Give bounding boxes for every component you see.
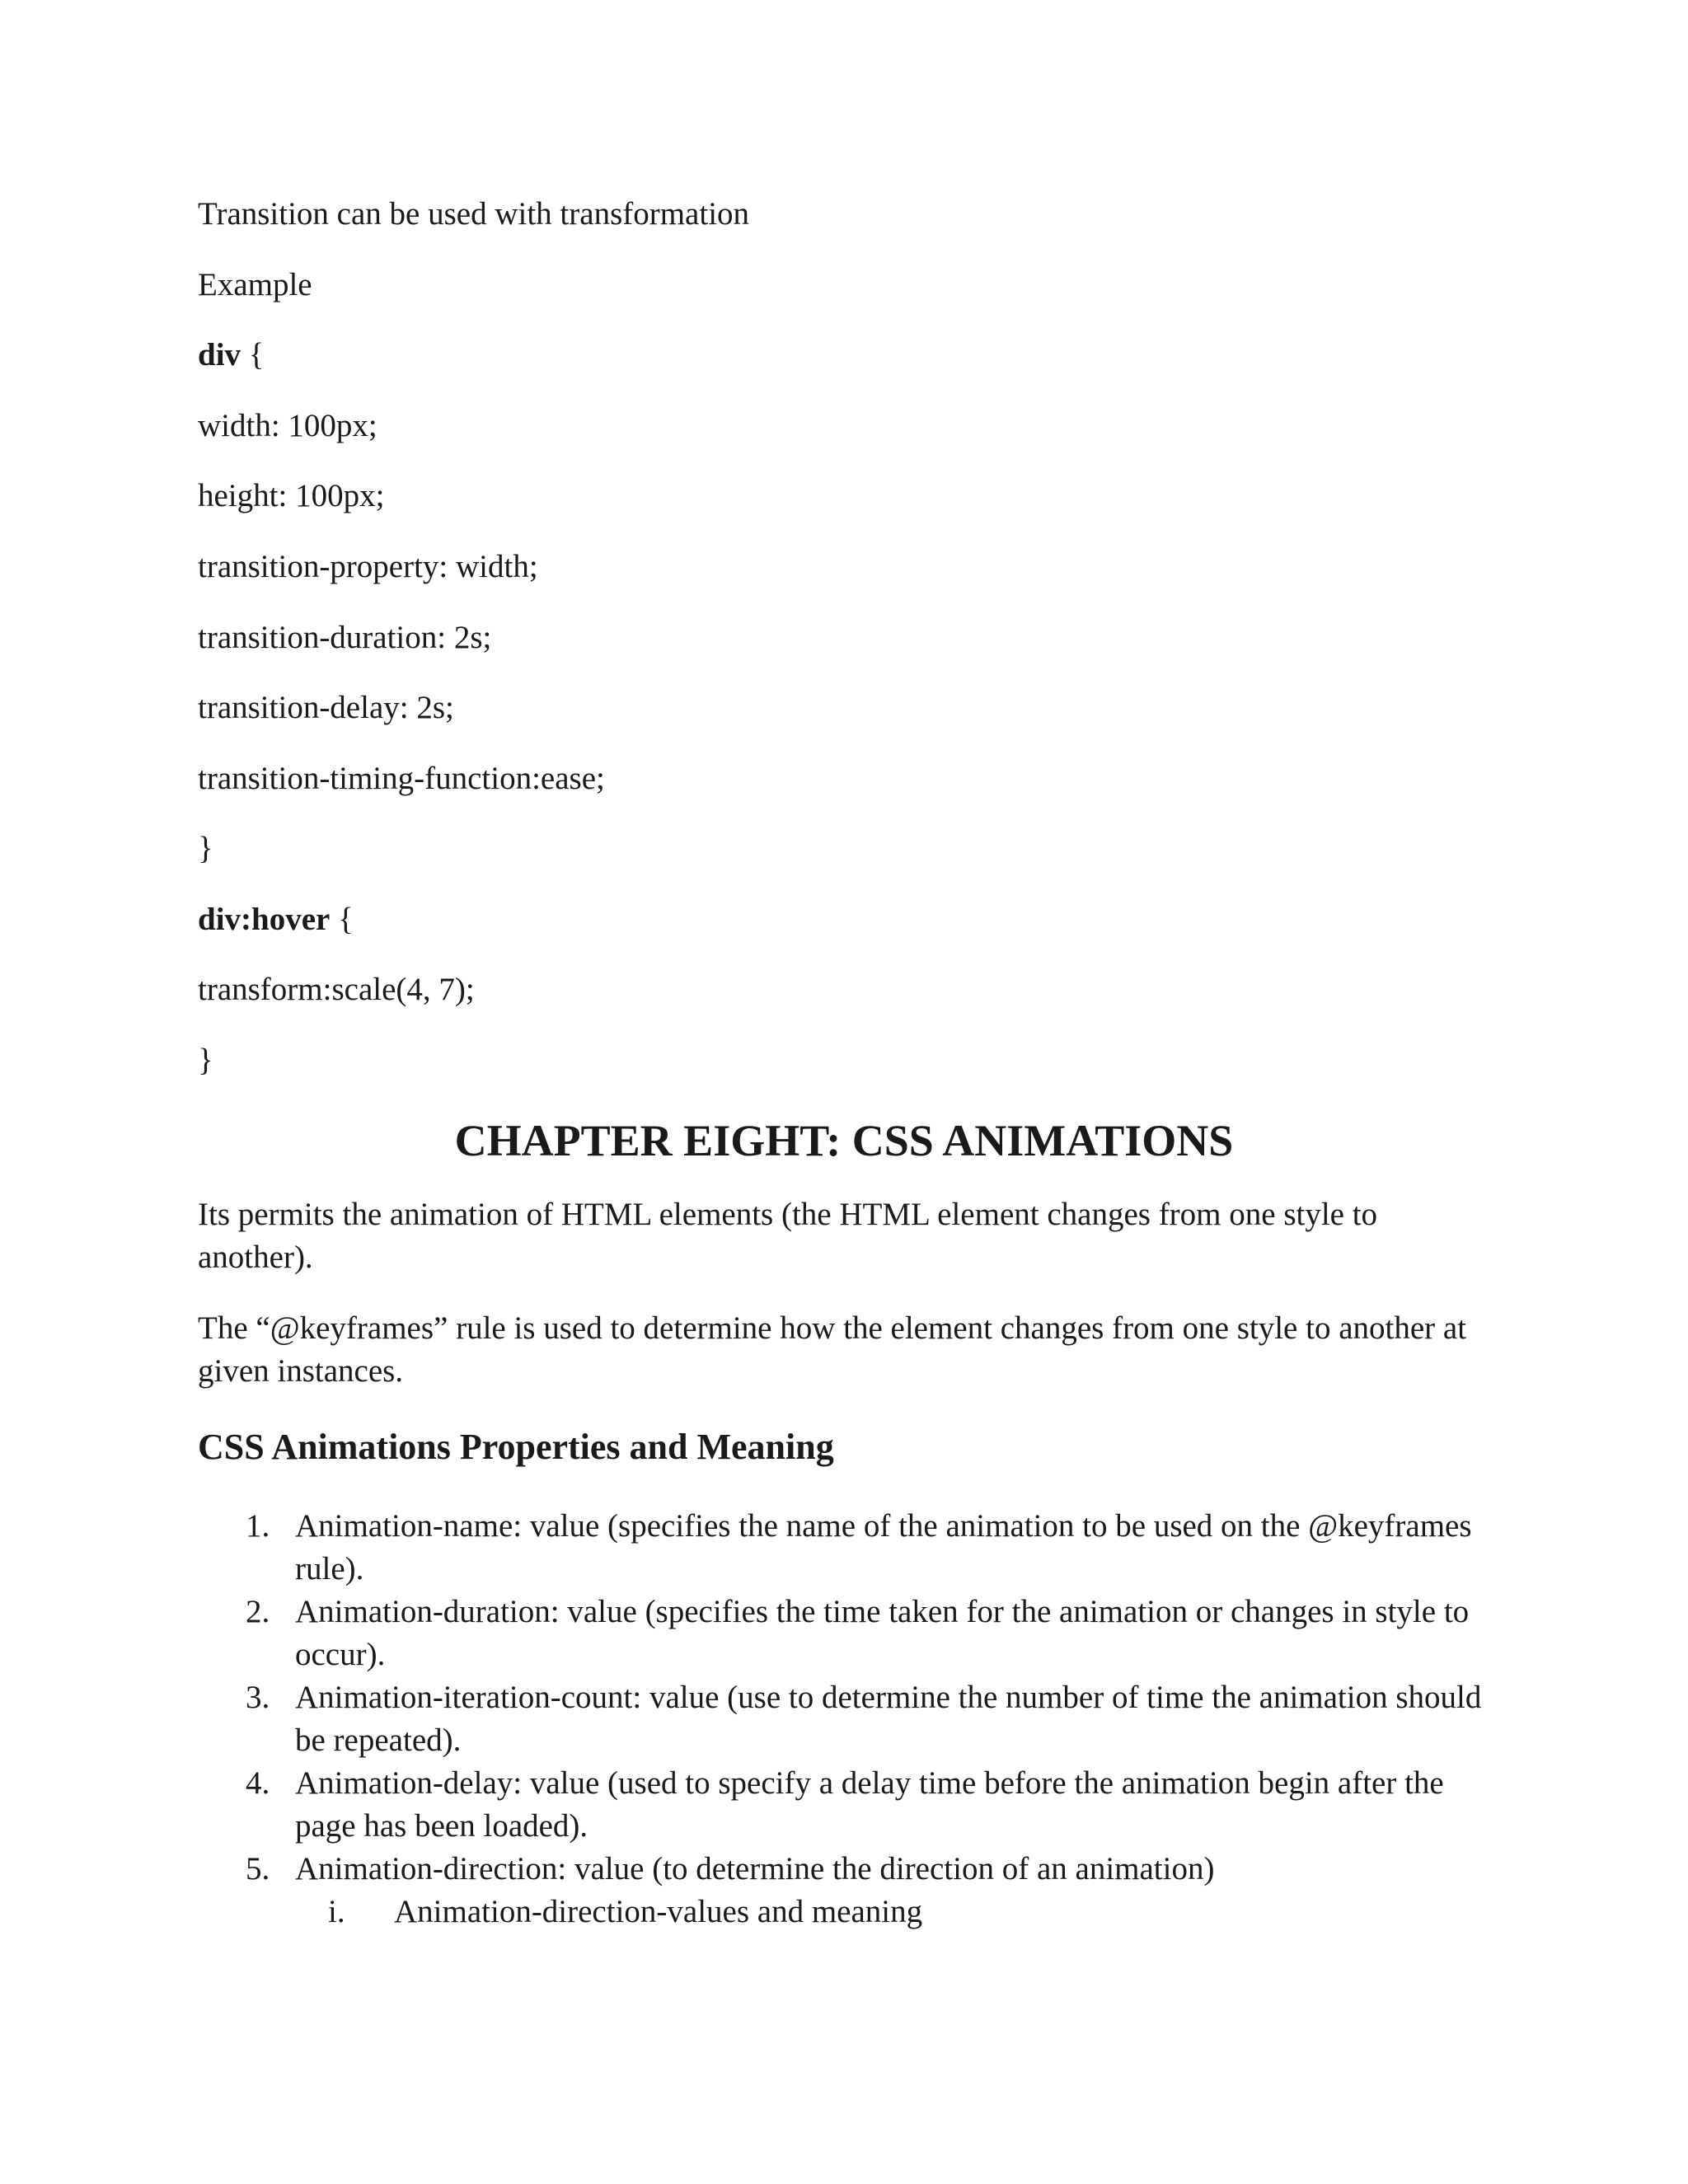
list-item-text: Animation-duration: value (specifies the time taken for the animation or changes in style to occur). xyxy=(295,1594,1470,1672)
code-hover-open-brace: { xyxy=(330,902,354,937)
code-close-brace-2: } xyxy=(198,1043,213,1078)
list-item-text: Animation-delay: value (used to specify a delay time before the animation begin after the page has been loaded). xyxy=(295,1765,1444,1844)
list-item-number: 1. xyxy=(246,1508,270,1544)
code-hover-selector: div:hover xyxy=(198,902,331,937)
sub-list-item-text: Animation-direction-values and meaning xyxy=(394,1894,923,1929)
intro-sentence: Transition can be used with transformation xyxy=(198,196,750,232)
list-item xyxy=(198,1762,1500,1848)
code-line-transition-delay: transition-delay: 2s; xyxy=(198,690,454,725)
list-item-number: 3. xyxy=(246,1680,270,1715)
list-item xyxy=(198,1848,1500,1891)
code-line-width: width: 100px; xyxy=(198,408,377,443)
code-line-transition-duration: transition-duration: 2s; xyxy=(198,620,492,655)
code-hover-rule-open xyxy=(198,900,354,940)
code-open-brace: { xyxy=(241,337,265,373)
list-item-text: Animation-iteration-count: value (use to determine the number of time the animation should be repeated). xyxy=(295,1680,1482,1758)
section-heading: CSS Animations Properties and Meaning xyxy=(198,1427,834,1467)
code-line-transform: transform:scale(4, 7); xyxy=(198,972,475,1007)
code-div-rule-open xyxy=(198,335,265,375)
list-item-text: Animation-name: value (specifies the name of the animation to be used on the @keyframes rule). xyxy=(295,1508,1472,1586)
list-item-text: Animation-direction: value (to determine the direction of an animation) xyxy=(295,1851,1215,1886)
code-div-selector: div xyxy=(198,337,241,373)
chapter-title: CHAPTER EIGHT: CSS ANIMATIONS xyxy=(454,1116,1234,1165)
chapter-paragraph-2: The “@keyframes” rule is used to determine how the element changes from one style to another at given instances. xyxy=(198,1310,1467,1389)
code-line-transition-property: transition-property: width; xyxy=(198,549,538,584)
list-item xyxy=(198,1591,1500,1676)
list-item-number: 4. xyxy=(246,1765,270,1801)
example-label: Example xyxy=(198,267,312,302)
properties-list xyxy=(198,1505,1500,1933)
code-close-brace: } xyxy=(198,831,213,866)
list-item-number: 2. xyxy=(246,1594,270,1629)
code-line-transition-timing: transition-timing-function:ease; xyxy=(198,761,605,796)
list-item xyxy=(198,1676,1500,1762)
sub-list-item-number: i. xyxy=(328,1894,345,1929)
sub-list-item xyxy=(198,1891,1500,1933)
code-line-height: height: 100px; xyxy=(198,478,385,513)
list-item-number: 5. xyxy=(246,1851,270,1886)
chapter-paragraph-1: Its permits the animation of HTML elements (the HTML element changes from one style to another). xyxy=(198,1197,1378,1275)
list-item xyxy=(198,1505,1500,1591)
